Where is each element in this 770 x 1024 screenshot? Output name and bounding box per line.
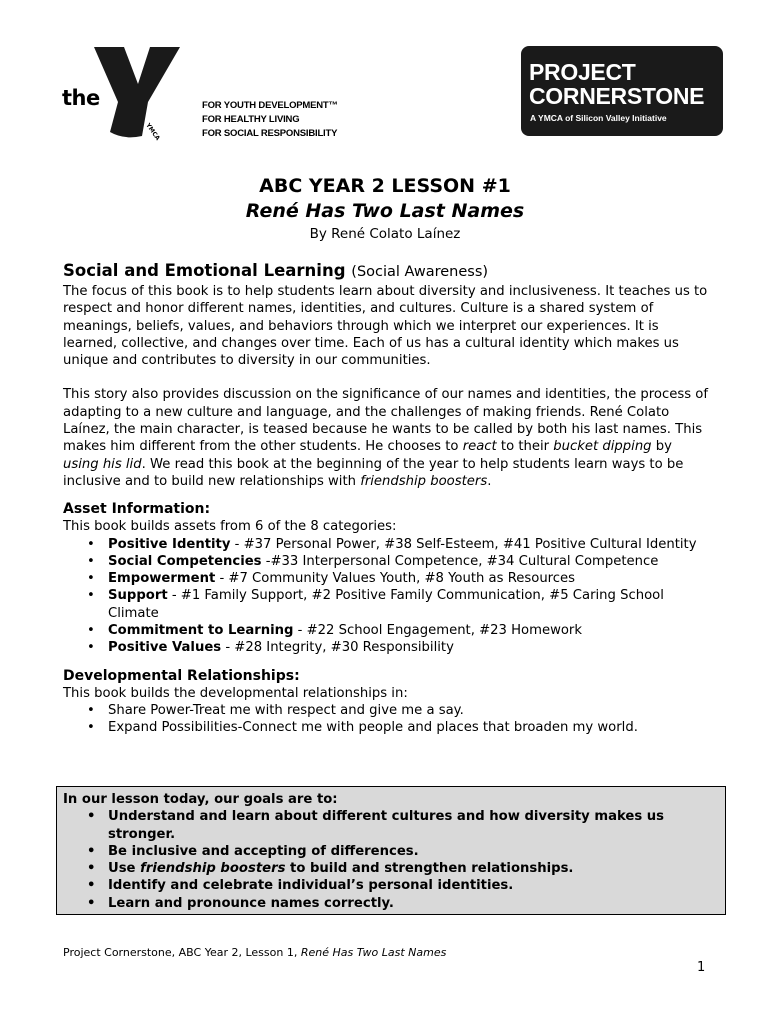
list-item: • Support - #1 Family Support, #2 Positive Family Communication, #5 Caring School Climate <box>108 587 711 622</box>
pc-logo-line2: CORNERSTONE <box>529 83 705 109</box>
footer-book-title: René Has Two Last Names <box>300 946 447 959</box>
page-number: 1 <box>697 960 706 975</box>
list-item: • Share Power-Treat me with respect and give me a say. <box>108 702 711 719</box>
sel-heading <box>63 260 711 283</box>
developmental-heading: Developmental Relationships: <box>63 667 300 684</box>
book-title: René Has Two Last Names <box>245 200 525 222</box>
ymca-the-text: the <box>62 86 100 110</box>
page-footer: Project Cornerstone, ABC Year 2, Lesson 1, René Has Two Last Names <box>63 946 447 959</box>
ymca-logo <box>62 44 352 140</box>
ymca-tagline: FOR YOUTH DEVELOPMENT™ <box>202 100 338 111</box>
asset-list <box>63 536 711 657</box>
list-item: • Positive Identity - #37 Personal Power, #38 Self-Esteem, #41 Positive Cultural Identity <box>108 536 711 553</box>
italic-bucket-dipping: bucket dipping <box>553 439 652 455</box>
list-item: • Commitment to Learning - #22 School Engagement, #23 Homework <box>108 622 711 639</box>
ymca-taglines <box>202 99 338 141</box>
ymca-tagline: FOR HEALTHY LIVING <box>202 114 300 125</box>
ymca-tagline: FOR SOCIAL RESPONSIBILITY <box>202 128 338 139</box>
goals-heading: In our lesson today, our goals are to: <box>63 792 338 807</box>
italic-friendship-boosters: friendship boosters <box>140 861 286 877</box>
sel-paragraph-1: The focus of this book is to help students learn about diversity and inclusiveness. It teaches us to respect and honor different names, identities, and cultures. Culture is a shared system of meanings, beliefs, values, and behaviors through which we interpret our experiences. It is learned, collective, and changes over time. Each of us has a cultural identity which makes us unique and contributes to diversity in our communities. <box>63 284 708 369</box>
asset-heading: Asset Information: <box>63 501 211 518</box>
italic-react: react <box>462 439 497 455</box>
author-byline: By René Colato Laínez <box>309 226 461 242</box>
list-item: • Empowerment - #7 Community Values Youth, #8 Youth as Resources <box>108 570 711 587</box>
goals-list <box>63 808 719 912</box>
sel-heading-paren: (Social Awareness) <box>351 264 489 280</box>
list-item: • Social Competencies -#33 Interpersonal Competence, #34 Cultural Competence <box>108 553 711 570</box>
italic-friendship-boosters: friendship boosters <box>360 473 488 489</box>
list-item: • Positive Values - #28 Integrity, #30 Responsibility <box>108 639 711 656</box>
list-item: • Use friendship boosters to build and strengthen relationships. <box>108 860 719 877</box>
ymca-small-text: YMCA <box>144 122 162 142</box>
developmental-list <box>63 702 711 737</box>
pc-logo-line1: PROJECT <box>529 59 636 85</box>
list-item: • Be inclusive and accepting of differences. <box>108 843 719 860</box>
italic-using-his-lid: using his lid <box>63 456 142 472</box>
project-cornerstone-logo <box>521 46 723 136</box>
pc-logo-subtitle: A YMCA of Silicon Valley Initiative <box>530 113 667 123</box>
sel-heading-text: Social and Emotional Learning <box>63 261 346 280</box>
lesson-title: ABC YEAR 2 LESSON #1 <box>259 175 511 197</box>
asset-intro: This book builds assets from 6 of the 8 categories: <box>63 519 397 535</box>
lesson-content <box>63 260 711 737</box>
list-item: • Expand Possibilities-Connect me with people and places that broaden my world. <box>108 719 711 736</box>
lesson-goals-box <box>56 786 726 915</box>
developmental-intro: This book builds the developmental relationships in: <box>63 685 408 701</box>
list-item: • Understand and learn about different cultures and how diversity makes us stronger. <box>108 808 719 843</box>
sel-paragraph-2: This story also provides discussion on the significance of our names and identities, the process of adapting to a new culture and language, and the challenges of making friends. René Colato Laínez, the main character, is teased because he wants to be called by both his last names. This makes him different from the other students. He chooses to react to their bucket dipping by using his lid. We read this book at the beginning of the year to help students learn ways to be inclusive and to build new relationships with friendship boosters. <box>63 387 708 489</box>
list-item: • Identify and celebrate individual’s personal identities. <box>108 877 719 894</box>
list-item: • Learn and pronounce names correctly. <box>108 895 719 912</box>
